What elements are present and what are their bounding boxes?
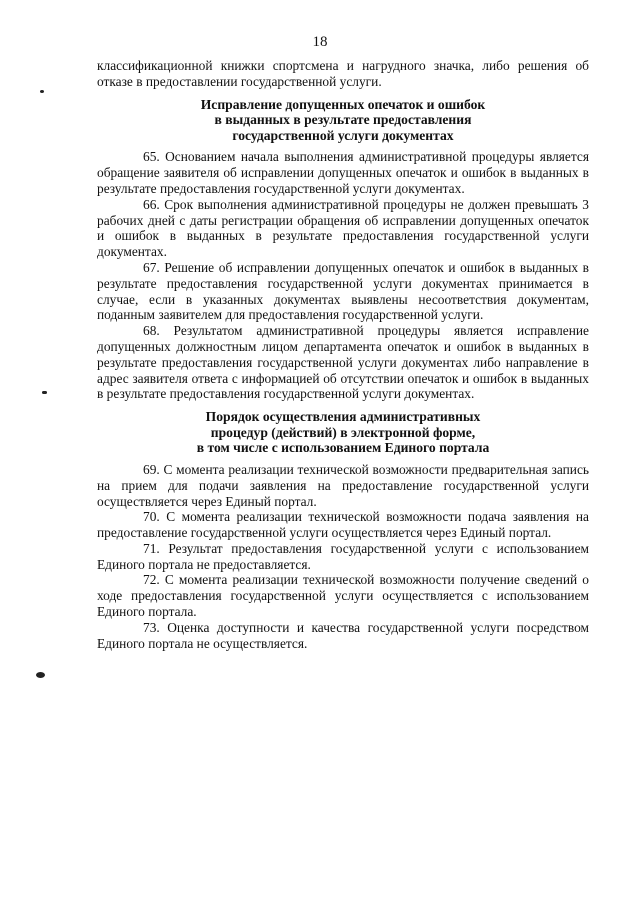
section-heading-electronic xyxy=(97,409,589,456)
heading-line: государственной услуги документах xyxy=(232,127,454,143)
paragraph-73: 73. Оценка доступности и качества государственной услуги посредством Единого портала не осуществляется. xyxy=(97,619,589,651)
heading-line: в том числе с использованием Единого портала xyxy=(196,440,490,456)
heading-line: в выданных в результате предоставления xyxy=(214,112,472,128)
margin-ink-mark xyxy=(42,391,47,394)
margin-ink-mark xyxy=(36,672,45,678)
paragraph-71: 71. Результат предоставления государственной услуги с использованием Единого портала не предоставляется. xyxy=(97,540,589,572)
heading-line: Исправление допущенных опечаток и ошибок xyxy=(200,96,486,112)
paragraph-66: 66. Срок выполнения административной процедуры не должен превышать 3 рабочих дней с даты регистрации обращения об исправлении допущенных опечаток и ошибок в выданных в результате предоставления государственной услуги документах. xyxy=(97,196,589,260)
margin-ink-mark xyxy=(40,90,44,93)
paragraph-68: 68. Результатом административной процедуры является исправление допущенных должностным лицом департамента опечаток и ошибок в выданных в результате предоставления государственной услуги документах либо направление в адрес заявителя ответа с информацией об отсутствии опечаток и ошибок в выданных в результате предоставления государственной услуги документах. xyxy=(97,323,589,402)
paragraph-67: 67. Решение об исправлении допущенных опечаток и ошибок в выданных в результате предоставления государственной услуги документах принимается в случае, если в указанных документах выявлены несоответствия документам, поданным заявителем для предоставления государственной услуги. xyxy=(97,259,589,323)
document-body xyxy=(97,58,589,651)
paragraph-72: 72. С момента реализации технической возможности получение сведений о ходе предоставления государственной услуги осуществляется с использованием Единого портала. xyxy=(97,572,589,620)
heading-line: Порядок осуществления административных xyxy=(205,409,481,425)
heading-line: процедур (действий) в электронной форме, xyxy=(210,424,476,440)
paragraph-69: 69. С момента реализации технической возможности предварительная запись на прием для подачи заявления на предоставление государственной услуги осуществляется через Единый портал. xyxy=(97,461,589,509)
intro-paragraph: классификационной книжки спортсмена и нагрудного значка, либо решения об отказе в предоставлении государственной услуги. xyxy=(97,58,589,89)
paragraph-70: 70. С момента реализации технической возможности подача заявления на предоставление государственной услуги осуществляется через Единый портал. xyxy=(97,509,589,541)
paragraph-65: 65. Основанием начала выполнения административной процедуры является обращение заявителя об исправлении допущенных опечаток и ошибок в выданных в результате предоставления государственной услуги документах. xyxy=(97,149,589,196)
page-number: 18 xyxy=(312,34,328,50)
section-heading-corrections xyxy=(97,97,589,144)
